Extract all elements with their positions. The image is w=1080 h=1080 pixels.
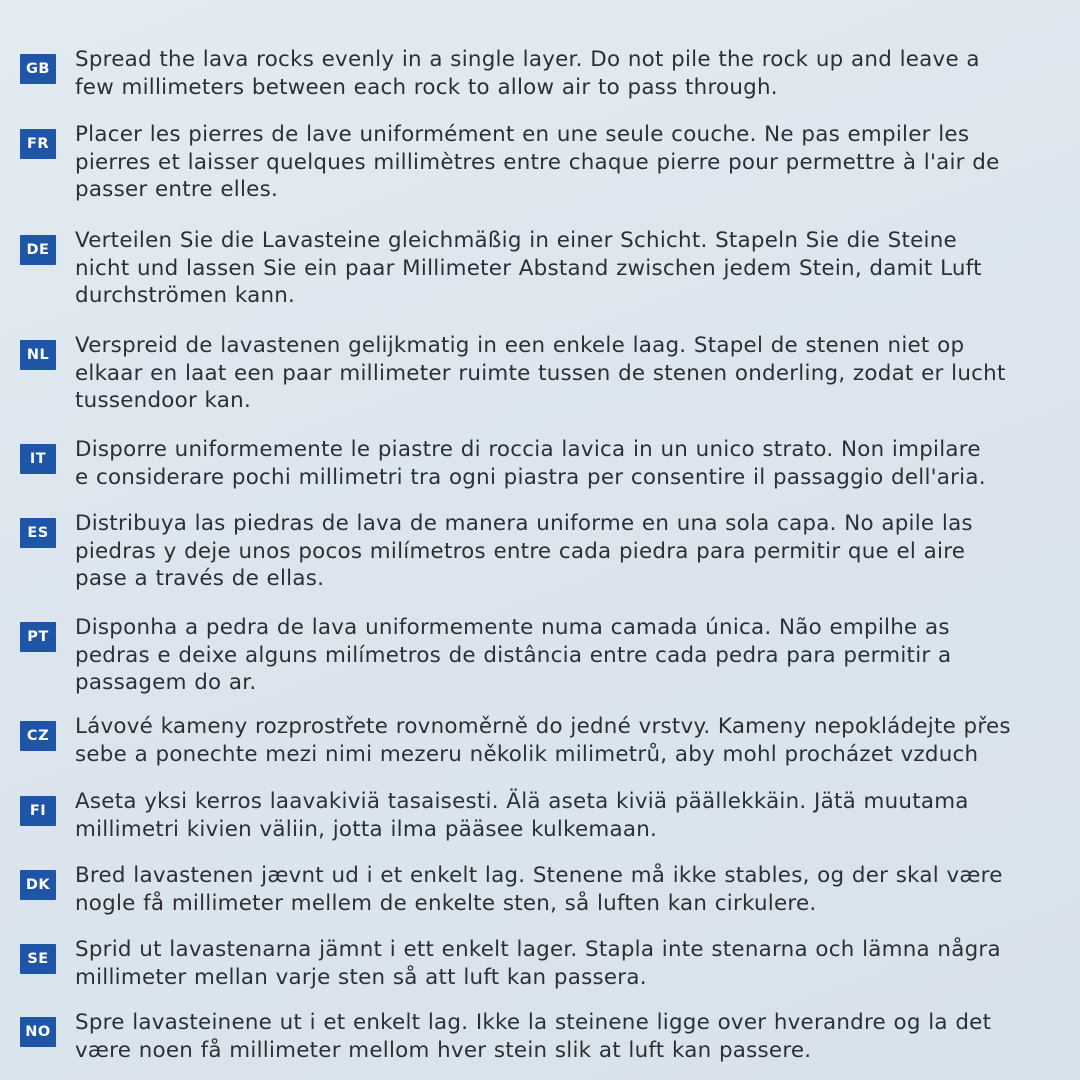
text-line: tussendoor kan.	[75, 388, 252, 413]
instruction-text-fr	[75, 121, 1062, 204]
text-line: durchströmen kann.	[75, 283, 296, 308]
text-line: Spread the lava rocks evenly in a single layer. Do not pile the rock up and leave a	[75, 47, 980, 72]
text-line: pedras e deixe alguns milímetros de distância entre cada pedra para permitir a	[75, 642, 952, 668]
language-badge-nl: NL	[20, 340, 56, 370]
text-line: Verspreid de lavastenen gelijkmatig in een enkele laag. Stapel de stenen niet op	[75, 333, 965, 358]
text-line: være noen få millimeter mellom hver stein slik at luft kan passere.	[75, 1037, 812, 1063]
language-badge-it: IT	[20, 444, 56, 474]
text-line: pierres et laisser quelques millimètres entre chaque pierre pour permettre à l'air de	[75, 149, 1000, 175]
text-line: Lávové kameny rozprostřete rovnoměrně do jedné vrstvy. Kameny nepokládejte přes	[75, 714, 1011, 739]
language-badge-fi: FI	[20, 796, 56, 826]
instruction-nl	[20, 332, 1062, 415]
instruction-text-cz	[75, 713, 1062, 768]
language-badge-no: NO	[20, 1017, 56, 1047]
text-line: few millimeters between each rock to allow air to pass through.	[75, 74, 778, 100]
language-badge-cz: CZ	[20, 721, 56, 751]
instruction-text-gb	[75, 46, 1062, 101]
text-line: Disponha a pedra de lava uniformemente numa camada única. Não empilhe as	[75, 615, 950, 640]
text-line: Aseta yksi kerros laavakiviä tasaisesti. Älä aseta kiviä päällekkäin. Jätä muutama	[75, 789, 969, 814]
text-line: piedras y deje unos pocos milímetros entre cada piedra para permitir que el aire	[75, 538, 966, 564]
text-line: e considerare pochi millimetri tra ogni piastra per consentire il passaggio dell'aria.	[75, 464, 986, 490]
instruction-gb	[20, 46, 1062, 101]
instruction-fr	[20, 121, 1062, 204]
instruction-es	[20, 510, 1062, 593]
text-line: millimetri kivien väliin, jotta ilma pääsee kulkemaan.	[75, 816, 658, 842]
instruction-text-pt	[75, 614, 1062, 697]
text-line: Bred lavastenen jævnt ud i et enkelt lag. Stenene må ikke stables, og der skal være	[75, 863, 1003, 888]
instruction-no	[20, 1009, 1062, 1064]
language-badge-fr: FR	[20, 129, 56, 159]
text-line: nogle få millimeter mellem de enkelte sten, så luften kan cirkulere.	[75, 890, 817, 916]
text-line: elkaar en laat een paar millimeter ruimte tussen de stenen onderling, zodat er lucht	[75, 360, 1006, 386]
instruction-dk	[20, 862, 1062, 917]
text-line: millimeter mellan varje sten så att luft kan passera.	[75, 964, 647, 990]
text-line: passer entre elles.	[75, 177, 279, 202]
instruction-fi	[20, 788, 1062, 843]
instruction-text-no	[75, 1009, 1062, 1064]
language-badge-pt: PT	[20, 622, 56, 652]
text-line: nicht und lassen Sie ein paar Millimeter Abstand zwischen jedem Stein, damit Luft	[75, 255, 982, 281]
text-line: sebe a ponechte mezi nimi mezeru několik milimetrů, aby mohl procházet vzduch	[75, 741, 979, 767]
text-line: Verteilen Sie die Lavasteine gleichmäßig in einer Schicht. Stapeln Sie die Steine	[75, 228, 957, 253]
instruction-it	[20, 436, 1062, 491]
instruction-text-fi	[75, 788, 1062, 843]
instruction-de	[20, 227, 1062, 310]
instruction-se	[20, 936, 1062, 991]
text-line: pase a través de ellas.	[75, 566, 325, 591]
text-line: Distribuya las piedras de lava de manera uniforme en una sola capa. No apile las	[75, 511, 973, 536]
instruction-cz	[20, 713, 1062, 768]
text-line: passagem do ar.	[75, 670, 257, 695]
language-badge-dk: DK	[20, 870, 56, 900]
instruction-text-dk	[75, 862, 1062, 917]
instruction-pt	[20, 614, 1062, 697]
language-badge-de: DE	[20, 235, 56, 265]
text-line: Disporre uniformemente le piastre di roccia lavica in un unico strato. Non impilare	[75, 437, 981, 462]
language-badge-es: ES	[20, 518, 56, 548]
language-badge-se: SE	[20, 944, 56, 974]
instruction-text-se	[75, 936, 1062, 991]
text-line: Placer les pierres de lave uniformément en une seule couche. Ne pas empiler les	[75, 122, 970, 147]
instruction-text-nl	[75, 332, 1062, 415]
instruction-text-de	[75, 227, 1062, 310]
text-line: Spre lavasteinene ut i et enkelt lag. Ikke la steinene ligge over hverandre og la det	[75, 1010, 992, 1035]
instruction-text-it	[75, 436, 1062, 491]
language-badge-gb: GB	[20, 54, 56, 84]
instruction-text-es	[75, 510, 1062, 593]
text-line: Sprid ut lavastenarna jämnt i ett enkelt lager. Stapla inte stenarna och lämna några	[75, 937, 1001, 962]
